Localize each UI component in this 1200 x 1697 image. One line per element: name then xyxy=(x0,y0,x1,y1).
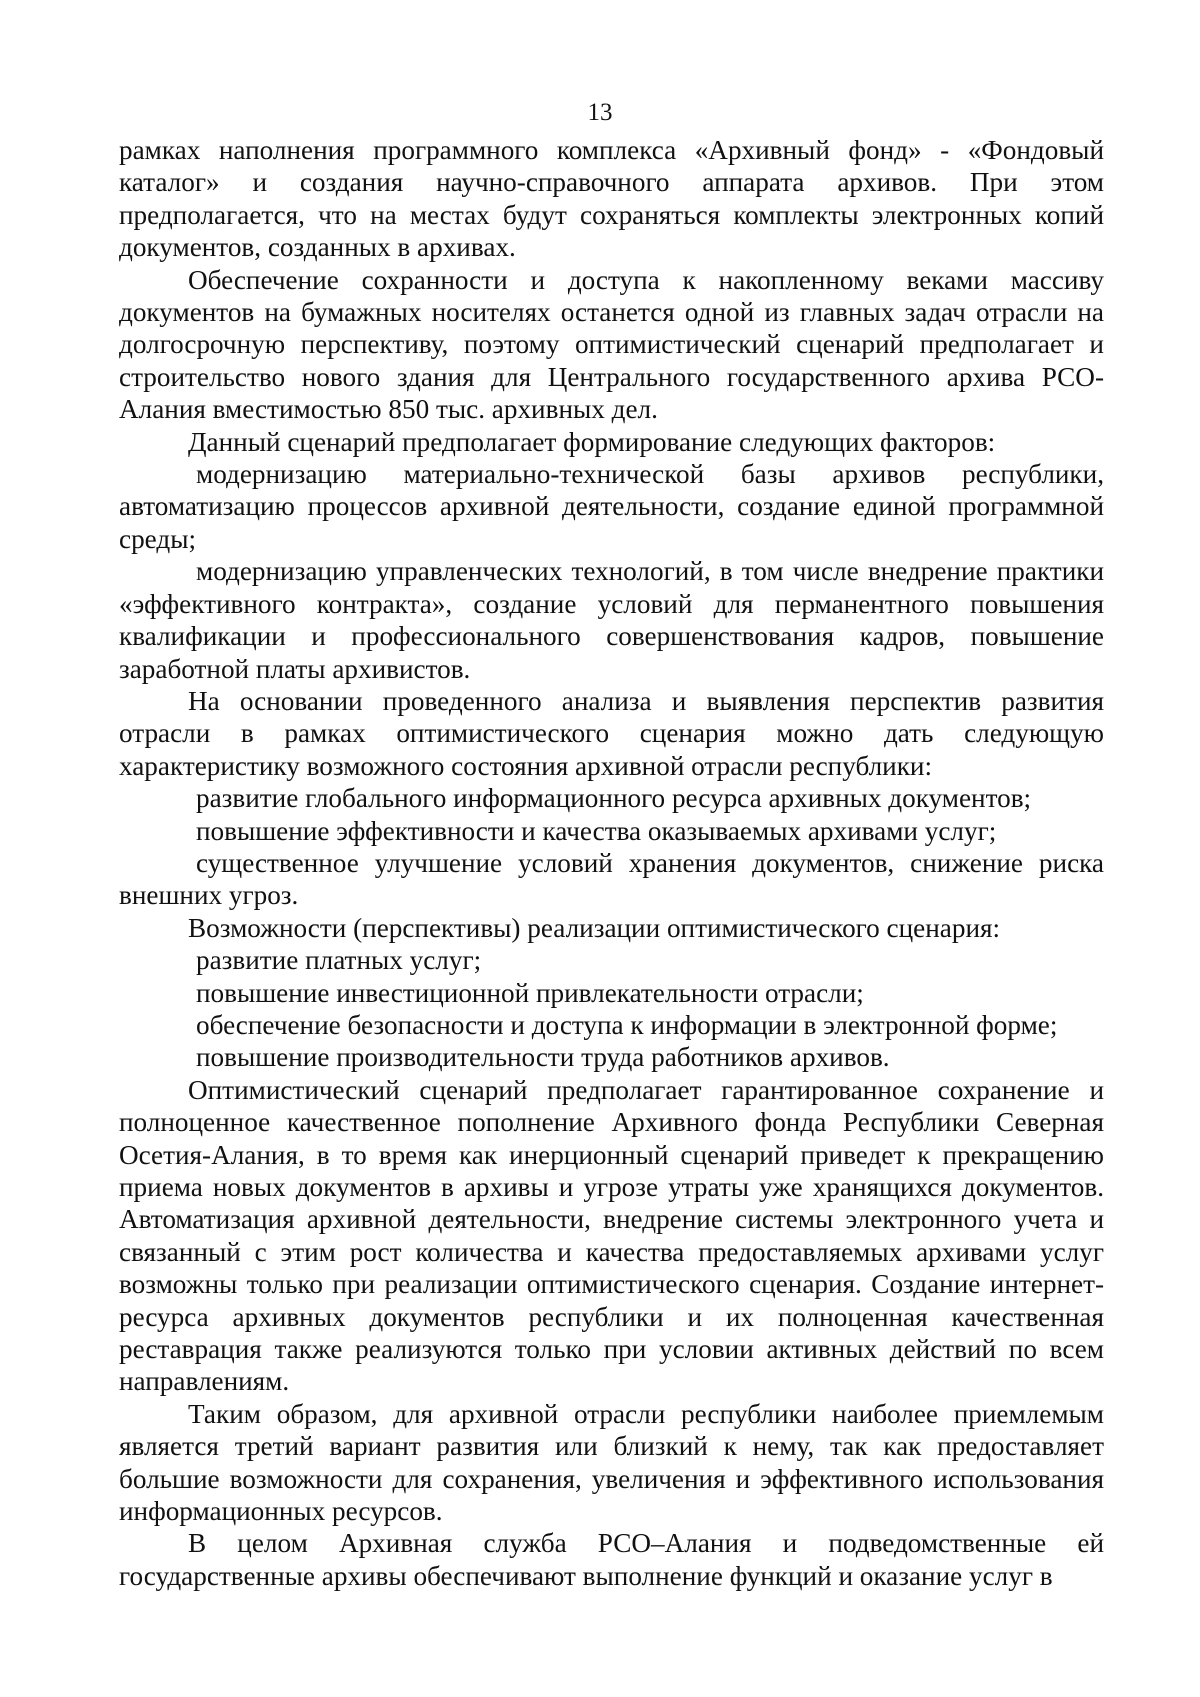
paragraph: Оптимистический сценарий предполагает гарантированное сохранение и полноценное качественное пополнение Архивного фонда Республики Северная Осетия-Алания, в то время как инерционный сценарий приведет к прекращению приема новых документов в архивы и угрозе утраты уже хранящихся документов. Автоматизация архивной деятельности, внедрение системы электронного учета и связанный с этим рост количества и качества предоставляемых архивами услуг возможны только при реализации оптимистического сценария. Создание интернет-ресурса архивных документов республики и их полноценная качественная реставрация также реализуются только при условии активных действий по всем направлениям. xyxy=(119,1074,1104,1397)
list-item: развитие глобального информационного ресурса архивных документов; xyxy=(196,783,1032,814)
paragraph: Обеспечение сохранности и доступа к накопленному веками массиву документов на бумажных носителях останется одной из главных задач отрасли на долгосрочную перспективу, поэтому оптимистический сценарий предполагает и строительство нового здания для Центрального государственного архива РСО-Алания вместимостью 850 тыс. архивных дел. xyxy=(119,264,1104,425)
paragraph: В целом Архивная служба РСО–Алания и подведомственные ей государственные архивы обеспечивают выполнение функций и оказание услуг в xyxy=(119,1528,1104,1591)
paragraph: Таким образом, для архивной отрасли республики наиболее приемлемым является третий вариант развития или близкий к нему, так как предоставляет большие возможности для сохранения, увеличения и эффективного использования информационных ресурсов. xyxy=(119,1398,1104,1527)
list-item: модернизацию материально-технической базы архивов республики, автоматизацию процессов архивной деятельности, создание единой программной среды; xyxy=(119,459,1104,554)
list-item: существенное улучшение условий хранения документов, снижение риска внешних угроз. xyxy=(119,847,1104,911)
paragraph: Возможности (перспективы) реализации оптимистического сценария: xyxy=(188,912,1001,943)
list-item: повышение производительности труда работников архивов. xyxy=(196,1042,890,1073)
list-item: модернизацию управленческих технологий, в том числе внедрение практики «эффективного контракта», создание условий для перманентного повышения квалификации и профессионального совершенствования кадров, повышение заработной платы архивистов. xyxy=(119,556,1104,684)
page-number: 13 xyxy=(587,99,613,126)
paragraph: рамках наполнения программного комплекса «Архивный фонд» - «Фондовый каталог» и создания научно-справочного аппарата архивов. При этом предполагается, что на местах будут сохраняться комплекты электронных копий документов, созданных в архивах. xyxy=(119,135,1104,263)
paragraph: Данный сценарий предполагает формирование следующих факторов: xyxy=(188,426,996,457)
list-item: повышение эффективности и качества оказываемых архивами услуг; xyxy=(196,815,997,846)
paragraph: На основании проведенного анализа и выявления перспектив развития отрасли в рамках оптимистического сценария можно дать следующую характеристику возможного состояния архивной отрасли республики: xyxy=(119,685,1104,781)
list-item: обеспечение безопасности и доступа к информации в электронной форме; xyxy=(196,1009,1058,1040)
list-item: повышение инвестиционной привлекательности отрасли; xyxy=(196,977,864,1008)
document-body xyxy=(119,134,1104,1592)
list-item: развитие платных услуг; xyxy=(196,945,482,976)
